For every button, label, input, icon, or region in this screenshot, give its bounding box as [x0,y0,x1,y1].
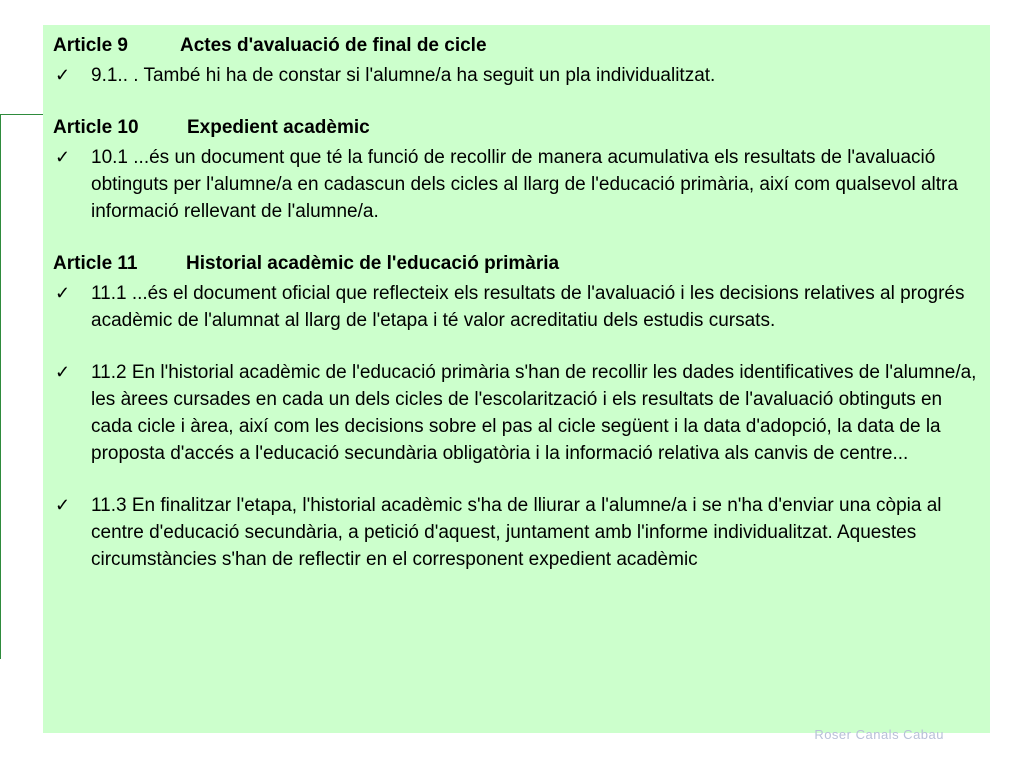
item-text: 10.1 ...és un document que té la funció de recollir de manera acumulativa els resultats de l'avaluació obtinguts per l'alumne/a en cadascun dels cicles al llarg de l'educació primària, així com qualsevol altra informació rellevant de l'alumne/a. [91,147,958,222]
list-item [53,492,980,573]
article-heading [53,250,980,277]
article-number: Article 10 [53,117,139,138]
list-item [53,62,980,89]
check-icon: ✓ [55,495,71,515]
check-icon: ✓ [55,147,71,167]
footer-author: Roser Canals Cabau [814,727,944,742]
spacer [53,225,980,250]
item-text: 11.1 ...és el document oficial que reflecteix els resultats de l'avaluació i les decisions relatives al progrés acadèmic de l'alumnat al llarg de l'etapa i té valor acreditatiu dels estudis cursats. [91,283,965,331]
item-text: 11.3 En finalitzar l'etapa, l'historial acadèmic s'ha de lliurar a l'alumne/a i se n'ha d'enviar una còpia al centre d'educació secundària, a petició d'aquest, juntament amb l'informe individualitzat. Aquestes circumstàncies s'han de reflectir en el corresponent expedient acadèmic [91,495,942,570]
item-text: 9.1.. . També hi ha de constar si l'alumne/a ha seguit un pla individualitzat. [91,65,716,86]
list-item [53,280,980,334]
content-box [43,25,990,733]
check-icon: ✓ [55,65,71,85]
item-text: 11.2 En l'historial acadèmic de l'educació primària s'han de recollir les dades identificatives de l'alumne/a, les àrees cursades en cada un dels cicles de l'escolarització i els resultats de l'avaluació obtinguts en cada cicle i àrea, així com les decisions sobre el pas al cicle següent i la data d'adopció, la data de la proposta d'accés a l'educació secundària obligatòria i la informació relativa als canvis de centre... [91,362,977,464]
article-10 [53,114,980,225]
article-number: Article 9 [53,35,128,56]
article-title: Historial acadèmic de l'educació primària [186,253,560,274]
list-item [53,359,980,467]
article-number: Article 11 [53,253,138,274]
article-heading [53,32,980,59]
decorative-line-horizontal [0,114,44,115]
spacer [53,334,980,359]
article-title: Expedient acadèmic [187,117,370,138]
article-11 [53,250,980,573]
list-item [53,144,980,225]
article-heading [53,114,980,141]
decorative-line-vertical [0,114,1,659]
article-9 [53,32,980,89]
spacer [53,467,980,492]
spacer [53,89,980,114]
check-icon: ✓ [55,283,71,303]
check-icon: ✓ [55,362,71,382]
article-title: Actes d'avaluació de final de cicle [180,35,487,56]
